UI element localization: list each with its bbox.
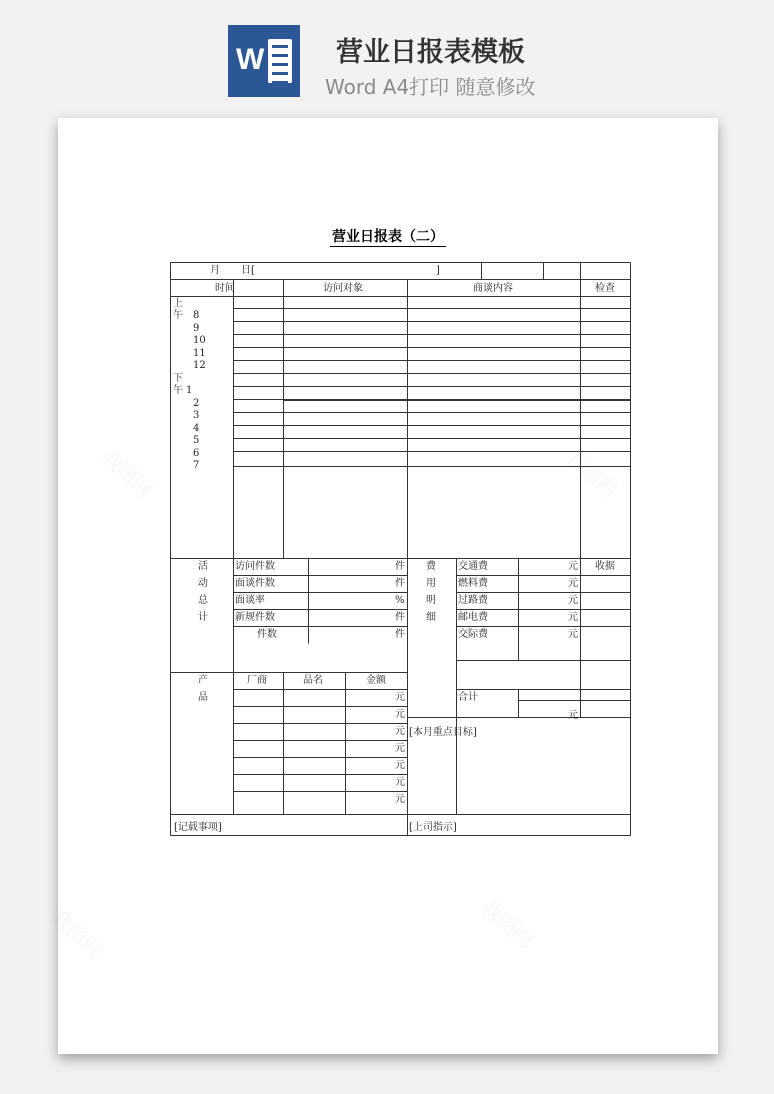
activity-row-name: 新规件数 <box>235 612 275 623</box>
activity-char-3: 总 <box>198 595 208 606</box>
hour-10: 10 <box>193 335 206 346</box>
product-col-name: 品名 <box>303 675 323 686</box>
expense-row-name: 过路费 <box>458 595 488 606</box>
activity-row-name: 面谈率 <box>235 595 265 606</box>
morning-char-2: 午 <box>173 310 183 321</box>
hour-8: 8 <box>193 310 200 321</box>
expense-row-name: 燃料费 <box>458 578 488 589</box>
product-amount-unit: 元 <box>395 743 405 754</box>
hour-6: 6 <box>193 448 200 459</box>
header <box>0 0 774 118</box>
hour-12: 12 <box>193 360 206 371</box>
expense-row-unit: 元 <box>568 561 578 572</box>
expense-row-name: 邮电费 <box>458 612 488 623</box>
hour-1: 1 <box>186 385 193 396</box>
expense-total-unit: 元 <box>568 710 578 721</box>
date-bracket-close: ] <box>436 265 440 276</box>
activity-char-2: 动 <box>198 578 208 589</box>
product-col-amount: 金额 <box>366 675 386 686</box>
afternoon-char-2: 午 <box>173 385 183 396</box>
word-doc-icon <box>228 25 300 97</box>
expense-char-3: 明 <box>426 595 436 606</box>
boss-instruction-label: [上司指示] <box>409 822 457 833</box>
word-lines-glyph <box>268 39 292 83</box>
watermark: 我图网 <box>561 444 623 503</box>
col-discussion: 商谈内容 <box>473 283 513 294</box>
header-subtitle: Word A4打印 随意修改 <box>325 75 536 99</box>
product-amount-unit: 元 <box>395 794 405 805</box>
expense-row-unit: 元 <box>568 629 578 640</box>
product-amount-unit: 元 <box>395 726 405 737</box>
header-title: 营业日报表模板 <box>336 37 525 68</box>
product-col-maker: 厂商 <box>247 675 267 686</box>
hour-4: 4 <box>193 423 200 434</box>
expense-row-name: 交际费 <box>458 629 488 640</box>
activity-row-unit: 件 <box>395 612 405 623</box>
expense-row-name: 交通费 <box>458 561 488 572</box>
col-check: 检查 <box>595 283 615 294</box>
product-amount-unit: 元 <box>395 760 405 771</box>
document-page <box>46 118 718 1054</box>
word-letter: W <box>236 43 265 76</box>
expense-char-2: 用 <box>426 578 436 589</box>
activity-row-name: 访问件数 <box>235 561 275 572</box>
watermark: 我图网 <box>476 894 538 953</box>
hour-7: 7 <box>193 460 200 471</box>
hour-9: 9 <box>193 323 200 334</box>
activity-row-unit: 件 <box>395 629 405 640</box>
watermark: 我图网 <box>46 904 108 963</box>
hour-3: 3 <box>193 410 200 421</box>
product-char-1: 产 <box>198 675 208 686</box>
expense-char-4: 细 <box>426 612 436 623</box>
product-char-2: 品 <box>198 692 208 703</box>
day-label: 日[ <box>241 265 255 276</box>
product-amount-unit: 元 <box>395 777 405 788</box>
activity-char-1: 活 <box>198 561 208 572</box>
col-visit-target: 访问对象 <box>323 283 363 294</box>
product-amount-unit: 元 <box>395 709 405 720</box>
activity-row-name: 面谈件数 <box>235 578 275 589</box>
expense-row-unit: 元 <box>568 578 578 589</box>
receipt-label: 收据 <box>595 561 615 572</box>
watermark: 我图网 <box>96 444 158 503</box>
expense-row-unit: 元 <box>568 612 578 623</box>
activity-row-unit: 件 <box>395 561 405 572</box>
notes-label: [记载事项] <box>174 822 222 833</box>
activity-row-unit: % <box>395 595 405 606</box>
morning-char-1: 上 <box>173 298 183 309</box>
product-amount-unit: 元 <box>395 692 405 703</box>
document-title: 营业日报表（二） <box>332 229 444 245</box>
hour-11: 11 <box>193 348 206 359</box>
report-form <box>170 262 631 836</box>
col-time: 时间 <box>215 283 235 294</box>
expense-total-label: 合计 <box>458 692 478 703</box>
expense-row-unit: 元 <box>568 595 578 606</box>
activity-row-name: 件数 <box>257 629 277 640</box>
hour-5: 5 <box>193 435 200 446</box>
month-label: 月 <box>210 265 220 276</box>
activity-char-4: 计 <box>198 612 208 623</box>
afternoon-char-1: 下 <box>173 373 183 384</box>
hour-2: 2 <box>193 398 200 409</box>
monthly-goal-label: [本月重点目标] <box>409 727 477 738</box>
activity-row-unit: 件 <box>395 578 405 589</box>
expense-char-1: 费 <box>426 561 436 572</box>
